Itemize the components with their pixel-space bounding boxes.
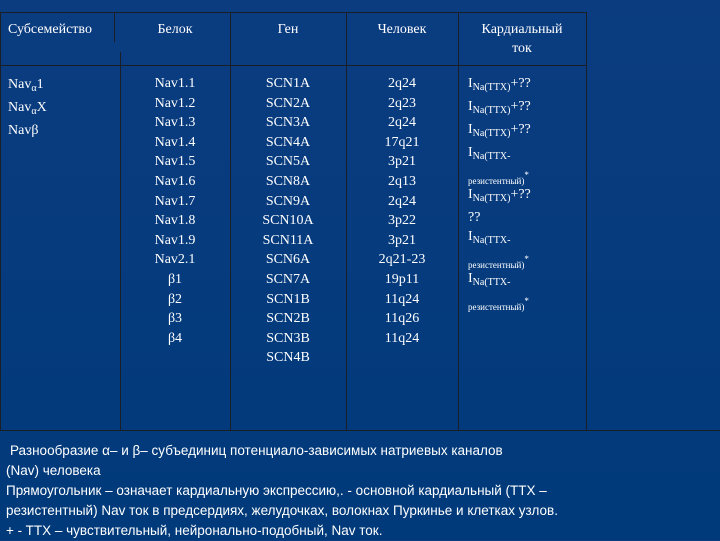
gene-item: SCN3A <box>265 115 311 131</box>
caption-line: Прямоугольник – означает кардиальную экспрессию,. - основной кардиальный (TTX – <box>6 483 547 498</box>
locus-item: 19p11 <box>384 271 420 287</box>
current-entry: $I_{Na(TTX-}$ <box>468 229 511 246</box>
protein-item: β3 <box>167 311 183 327</box>
header-human: Человек <box>377 22 427 37</box>
gene-column <box>230 74 346 368</box>
protein-item: β1 <box>167 271 183 287</box>
gene-item: SCN2A <box>265 95 311 111</box>
protein-column <box>120 74 230 348</box>
current-entry: $I_{Na(TTX)}+$?? <box>468 187 531 204</box>
table-top-border <box>0 12 586 13</box>
current-entry: $I_{Na(TTX-}$ <box>468 145 511 162</box>
locus-item: 2q13 <box>388 173 416 189</box>
gene-item: SCN6A <box>265 252 311 268</box>
protein-item: Nav1.2 <box>154 95 196 111</box>
cardiac-current-column <box>468 74 586 311</box>
gene-item: SCN2B <box>266 311 310 327</box>
protein-item: β2 <box>167 291 183 307</box>
figure-caption <box>6 441 714 541</box>
locus-item: 2q21-23 <box>378 252 426 268</box>
current-entry: $I_{Na(TTX-}$ <box>468 271 511 288</box>
subfamily-item: Nav$_\alpha$1 <box>8 77 44 94</box>
locus-item: 11q24 <box>384 291 420 307</box>
header-gene: Ген <box>277 22 299 37</box>
subfamily-item: Navβ <box>8 123 39 138</box>
locus-item: 17q21 <box>384 134 420 150</box>
gene-item: SCN4B <box>266 350 310 366</box>
current-entry: ?? <box>468 210 481 225</box>
current-entry-resistant: резистентный)* <box>468 170 529 186</box>
header-divider <box>0 65 586 66</box>
protein-item: Nav1.7 <box>154 193 196 209</box>
caption-line: Разнообразие α– и β– субъединиц потенциало-зависимых натриевых каналов <box>10 443 503 458</box>
gene-item: SCN11A <box>262 232 314 248</box>
locus-item: 3p21 <box>388 154 416 170</box>
locus-item: 3p21 <box>388 232 416 248</box>
current-entry: $I_{Na(TTX)}+$?? <box>468 122 531 139</box>
gene-item: SCN9A <box>265 193 311 209</box>
protein-item: Nav1.3 <box>154 115 196 131</box>
gene-item: SCN3B <box>266 330 310 346</box>
locus-item: 2q24 <box>388 76 416 91</box>
table-bottom-border <box>0 430 720 431</box>
current-entry-resistant: резистентный)* <box>468 254 529 270</box>
gene-item: SCN4A <box>265 134 311 150</box>
protein-item: Nav1.8 <box>154 213 196 229</box>
column-divider <box>0 12 1 430</box>
column-divider <box>458 12 459 430</box>
locus-item: 11q26 <box>384 311 420 327</box>
current-entry: $I_{Na(TTX)}+$?? <box>468 99 531 116</box>
protein-item: Nav1.9 <box>154 232 196 248</box>
current-entry: $I_{Na(TTX)}+$?? <box>468 76 531 93</box>
gene-item: SCN1B <box>266 291 310 307</box>
gene-item: SCN7A <box>265 271 311 287</box>
header-protein: Белок <box>157 22 193 37</box>
gene-item: SCN5A <box>265 154 311 170</box>
current-entry-resistant: резистентный)* <box>468 296 529 312</box>
locus-item: 2q23 <box>388 95 416 111</box>
locus-item: 3p22 <box>388 213 416 229</box>
subfamily-column <box>8 75 114 140</box>
human-locus-column <box>346 74 458 348</box>
protein-item: Nav1.5 <box>154 154 196 170</box>
header-cardiac-current: Кардиальный ток <box>481 22 563 56</box>
caption-line: резистентный) Nav ток в предсердиях, желудочках, волокнах Пуркинье и клетках узлов. <box>6 503 558 518</box>
protein-item: β4 <box>167 330 183 346</box>
protein-item: Nav1.4 <box>154 134 196 150</box>
protein-item: Nav1.1 <box>154 76 196 91</box>
protein-item: Nav1.6 <box>154 173 196 189</box>
caption-line: + - TTX – чувствительный, нейронально-подобный, Nav ток. <box>6 523 383 538</box>
locus-item: 2q24 <box>388 115 416 131</box>
gene-item: SCN10A <box>262 213 314 229</box>
gene-item: SCN8A <box>265 173 311 189</box>
locus-item: 2q24 <box>388 193 416 209</box>
gene-item: SCN1A <box>265 76 311 91</box>
subfamily-item: Nav$_\alpha$X <box>8 100 47 117</box>
header-subfamily: Субсемейство <box>8 22 92 37</box>
caption-line: (Nav) человека <box>6 463 101 478</box>
column-divider <box>586 12 587 430</box>
locus-item: 11q24 <box>384 330 420 346</box>
column-divider <box>114 12 115 42</box>
protein-item: Nav2.1 <box>154 252 196 268</box>
